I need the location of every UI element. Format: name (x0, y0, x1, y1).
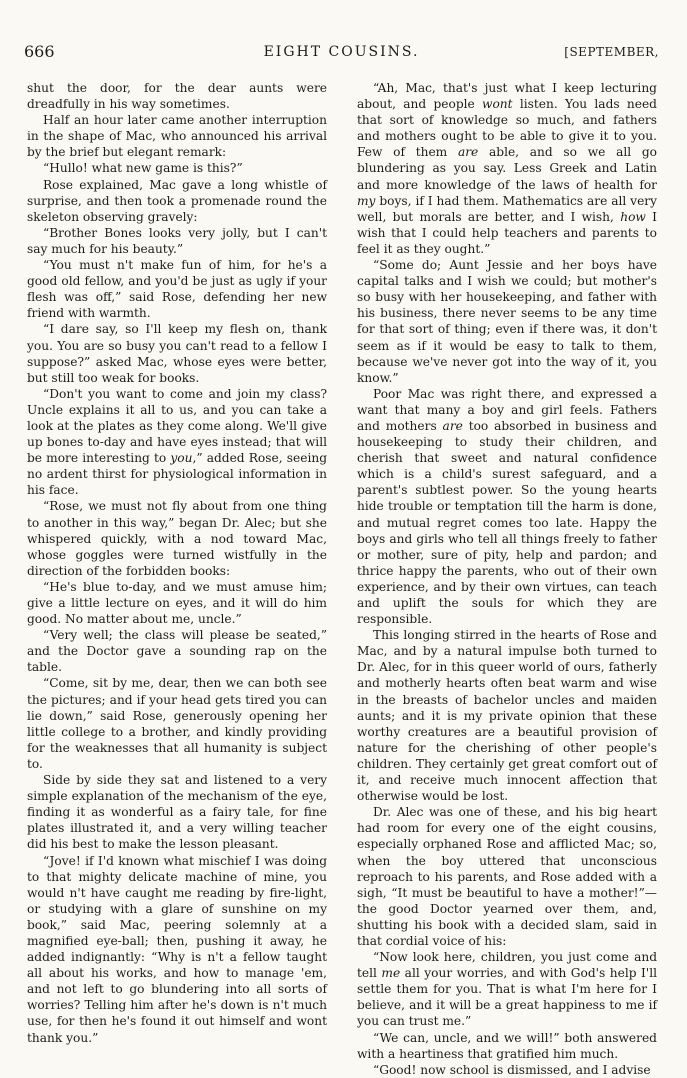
paragraph: “Brother Bones looks very jolly, but I can't say much for his beauty.” (27, 225, 327, 256)
paragraph-text: “Now look here, children, you just come and tell (357, 950, 657, 981)
emphasis: me (381, 966, 401, 981)
paragraph-text: “Don't you want to come and join my class? Uncle explains it all to us, and you can take a look at the plates as they come along. We'll give up bones to-day and have eyes instead; that will be more interesting to (27, 386, 327, 466)
paragraph (27, 386, 327, 499)
emphasis: my (357, 193, 376, 208)
paragraph-text: listen. You lads need that sort of knowledge so much, and fathers and mothers ought to be able to give it to you. Few of them (357, 97, 657, 160)
emphasis: are (442, 418, 463, 433)
paragraph: Side by side they sat and listened to a very simple explanation of the mechanism of the eye, finding it as wonderful as a fairy tale, for fine plates illustrated it, and a very willing teacher did his best to make the lesson pleasant. (27, 773, 327, 852)
paragraph: This longing stirred in the hearts of Rose and Mac, and by a natural impulse both turned to Dr. Alec, for in this queer world of ours, fatherly and motherly hearts often beat warm and wise in the breasts of bachelor uncles and maiden aunts; and it is my private opinion that these worthy creatures are a beautiful provision of nature for the cherishing of other people's children. They certainly get great comfort out of it, and receive much innocent affection that otherwise would be lost. (357, 628, 657, 804)
emphasis: how (620, 209, 646, 224)
paragraph: Dr. Alec was one of these, and his big heart had room for every one of the eight cousins, especially orphaned Rose and afflicted Mac; so, when the boy uttered that unconscious reproach to his parents, and Rose added with a sigh, “It must be beautiful to have a mother!”—the good Doctor yearned over them, and, shutting his book with a decided slam, said in that cordial voice of his: (357, 805, 657, 948)
paragraph: Rose explained, Mac gave a long whistle of surprise, and then took a promenade round the skeleton observing gravely: (27, 177, 327, 224)
paragraph: “You must n't make fun of him, for he's a good old fellow, and you'd be just as ugly if your flesh was off,” said Rose, defending her new friend with warmth. (27, 258, 327, 321)
paragraph: “We can, uncle, and we will!” both answered with a heartiness that gratified him much. (357, 1030, 657, 1061)
paragraph-text: able, and so we all go blundering as you say. Less Greek and Latin and more knowledge of the laws of health for (357, 145, 658, 192)
page-number: 666 (24, 42, 55, 61)
emphasis: wont (482, 97, 513, 112)
paragraph (357, 386, 657, 627)
paragraph: “Good! now school is dismissed, and I advise (373, 1062, 651, 1077)
paragraph (357, 949, 657, 1029)
paragraph-text: Poor Mac was right there, and expressed a want that many a boy and girl feels. Fathers and mothers (357, 386, 657, 433)
issue-month: [SEPTEMBER, (564, 45, 659, 59)
emphasis: are (457, 145, 479, 160)
paragraph: “I dare say, so I'll keep my flesh on, thank you. You are so busy you can't read to a fellow I suppose?” asked Mac, whose eyes were better, but still too weak for books. (27, 322, 327, 385)
paragraph: Half an hour later came another interruption in the shape of Mac, who announced his arrival by the brief but elegant remark: (27, 113, 327, 160)
paragraph: shut the door, for the dear aunts were dreadfully in his way sometimes. (27, 81, 327, 112)
paragraph: “Very well; the class will please be seated,” and the Doctor gave a sounding rap on the table. (27, 628, 327, 675)
right-column (357, 80, 657, 1078)
running-header (24, 42, 659, 62)
paragraph: “Hullo! what new game is this?” (43, 161, 243, 176)
paragraph-text: too absorbed in business and housekeeping to study their children, and cherish that sweet and natural confidence which is a child's surest safeguard, and a parent's subtlest power. So the young hearts hide trouble or temptation till the harm is done, and mutual regret comes too late. Happy the boys and girls who tell all things freely to father or mother, sure of pity, help and pardon; and thrice happy the parents, who out of their own experience, and by their own virtues, can teach and uplift the souls for which they are responsible. (357, 418, 657, 627)
paragraph-text: “Ah, Mac, that's just what I keep lecturing about, and people (357, 81, 657, 112)
paragraph (357, 80, 657, 257)
paragraph-text: all your worries, and with God's help I'll settle them for you. That is what I'm here for I believe, and it will be a great happiness to me if you can trust me.” (357, 966, 657, 1029)
paragraph: “Some do; Aunt Jessie and her boys have capital talks and I wish we could; but mother's so busy with her housekeeping, and father with his business, there never seems to be any time for that sort of thing; even if there was, it don't seem as if it would be easy to talk to them, because we've never got into the way of it, you know.” (357, 258, 657, 385)
paragraph-text: ,” added Rose, seeing no ardent thirst for physiological information in his face. (27, 451, 327, 498)
paragraph-text: I wish that I could help teachers and parents to feel it as they ought.” (357, 209, 657, 256)
paragraph: “Jove! if I'd known what mischief I was doing to that mighty delicate machine of mine, you would n't have caught me reading by fire-light, or studying with a glare of sunshine on my book,” said Mac, peering solemnly at a magnified eye-ball; then, pushing it away, he added indignantly: “Why is n't a fellow taught all about his works, and how to manage 'em, and not left to go blundering into all sorts of worries? Telling him after he's down is n't much use, for then he's found it out himself and wont thank you.” (27, 853, 327, 1045)
emphasis: you (170, 451, 193, 466)
paragraph-text: boys, if I had them. Mathematics are all very well, but morals are better, and I wish, (357, 193, 657, 224)
paragraph: “Come, sit by me, dear, then we can both see the pictures; and if your head gets tired you can lie down,” said Rose, generously opening her little college to a brother, and kindly providing for the weaknesses that all humanity is subject to. (27, 676, 327, 771)
paragraph: “He's blue to-day, and we must amuse him; give a little lecture on eyes, and it will do him good. No matter about me, uncle.” (27, 579, 327, 627)
paragraph: “Rose, we must not fly about from one thing to another in this way,” began Dr. Alec; but she whispered quickly, with a nod toward Mac, whose goggles were turned wistfully in the direction of the forbidden books: (27, 499, 327, 578)
left-column (27, 80, 327, 1046)
running-title: EIGHT COUSINS. (263, 44, 420, 60)
